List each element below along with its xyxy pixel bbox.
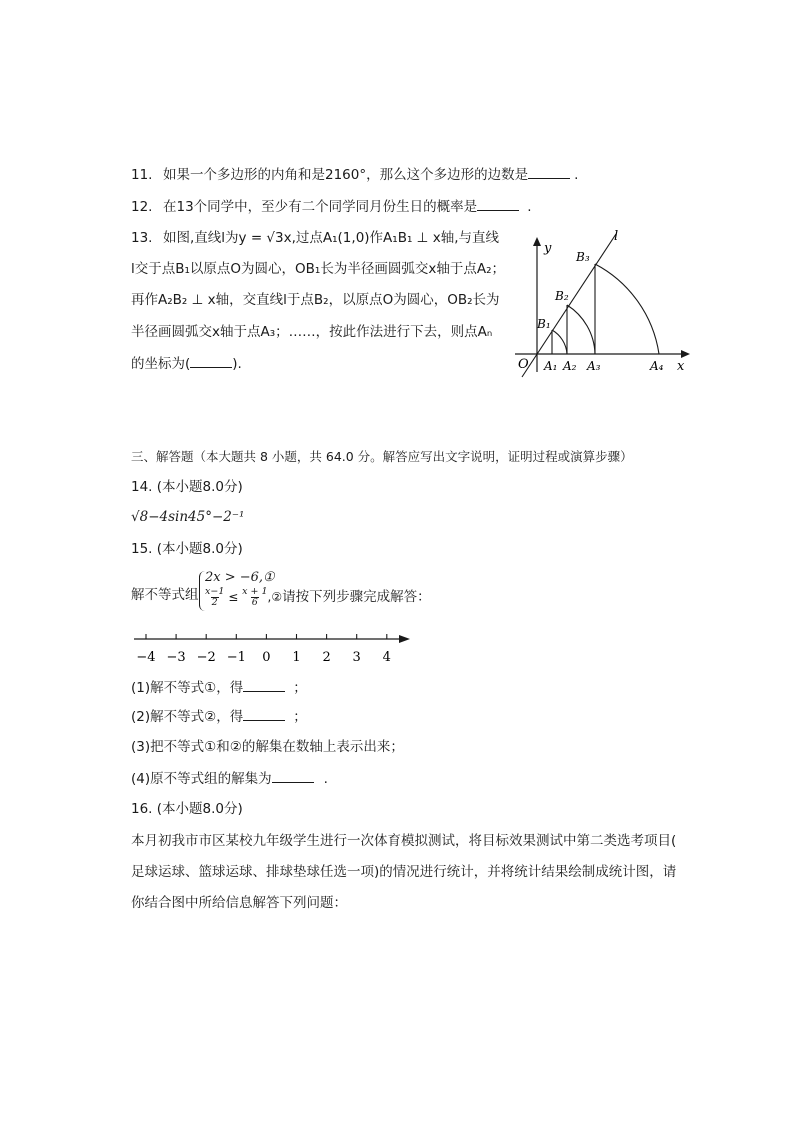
number-line-tick-label: 0 [262,650,271,665]
label-b1: B₁ [537,317,551,331]
step-text: . [323,771,328,787]
question-text: ). [232,356,242,372]
step-text: ； [293,709,307,725]
inequality-1 [205,568,275,588]
step-text: (3)把不等式①和②的解集在数轴上表示出来； [131,739,404,755]
arc-1 [552,330,567,354]
question-text: 解不等式组 [131,587,199,603]
inequality-2 [205,587,431,608]
number-line-tick-label: −4 [136,650,156,665]
question-15-title [131,539,243,559]
number-line-tick-label: −1 [226,650,246,665]
question-14-expression [131,507,244,527]
label-a2: A₂ [563,359,577,373]
answer-blank[interactable] [190,353,232,368]
question-text: 请按下列步骤完成解答： [282,589,431,605]
answer-blank[interactable] [243,677,285,692]
question-number: 13. [131,230,153,246]
label-a4: A₄ [650,359,664,373]
question-16-p2 [131,862,676,882]
arc-2 [567,305,595,354]
math-expression: √8−4sin45°−2⁻¹ [131,509,245,525]
step-text: ； [293,680,307,696]
question-text: 你结合图中所给信息解答下列问题： [131,895,347,911]
question-text: 再作A₂B₂ ⊥ x轴，交直线l于点B₂，以原点O为圆心，OB₂长为 [131,292,500,308]
q15-step-4 [131,768,328,789]
answer-blank[interactable] [528,164,570,179]
le-symbol: ≤ [228,590,239,604]
q15-step-3 [131,737,404,757]
period: . [527,199,532,215]
question-title: 16. (本小题8.0分) [131,801,243,817]
fraction-2 [242,587,267,608]
question-text: 的坐标为( [131,356,191,372]
answer-blank[interactable] [477,196,519,211]
question-13-line-5 [131,353,242,374]
fraction-numerator: x−1 [205,586,225,597]
answer-blank[interactable] [272,768,314,783]
question-15-prefix [131,585,199,605]
x-axis-arrow [681,350,690,358]
step-text: (2)解不等式②，得 [131,709,244,725]
question-11 [131,164,578,185]
question-13-line-4 [131,322,492,342]
q15-step-1 [131,677,307,698]
question-16-p1 [131,831,676,851]
question-number: 11. [131,167,153,183]
label-b2: B₂ [555,289,569,303]
period: . [574,167,579,183]
number-line-tick-label: 1 [292,650,301,665]
answer-blank[interactable] [243,706,285,721]
question-16-title [131,799,243,819]
question-13-line-1 [131,228,499,248]
fraction-numerator: x + 1 [242,586,268,597]
line-l [522,234,616,377]
question-text: 如图,直线l为y = √3x,过点A₁(1,0)作A₁B₁ ⊥ x轴,与直线 [163,230,499,246]
question-13-line-2 [131,259,505,279]
question-title: 14. (本小题8.0分) [131,479,243,495]
number-line [125,628,415,668]
label-origin: O [518,357,529,372]
y-axis-arrow [533,237,541,246]
section-heading-text: 三、解答题（本大题共 8 小题，共 64.0 分。解答应写出文字说明，证明过程或演算步骤） [131,449,633,464]
step-text: (1)解不等式①，得 [131,680,244,696]
question-13-line-3 [131,290,500,310]
label-a3: A₃ [587,359,601,373]
fraction-1 [205,587,224,608]
number-line-tick-label: 3 [352,650,361,665]
inequality-text: 2x > −6,① [205,570,275,585]
geometry-figure [510,225,700,380]
question-12 [131,196,531,217]
question-text: 在13个同学中，至少有二个同学同月份生日的概率是 [163,199,478,215]
label-y: y [544,241,552,256]
question-14-title [131,477,243,497]
label-l: l [614,229,619,244]
question-text: 半径画圆弧交x轴于点A₃；……，按此作法进行下去，则点Aₙ [131,324,493,340]
fraction-denominator: 2 [211,597,218,608]
inequality-tail: ,② [267,590,283,604]
number-line-arrow [399,635,410,643]
label-b3: B₃ [576,250,590,264]
question-16-p3 [131,893,347,913]
q15-step-2 [131,706,307,727]
question-text: 足球运球、篮球运球、排球垫球任选一项)的情况进行统计，并将统计结果绘制成统计图，请 [131,864,677,880]
question-text: 如果一个多边形的内角和是2160°，那么这个多边形的边数是 [163,167,529,183]
number-line-tick-label: −3 [166,650,186,665]
section-3-heading [131,447,633,467]
label-a1: A₁ [544,359,558,373]
question-text: 本月初我市市区某校九年级学生进行一次体育模拟测试，将目标效果测试中第二类选考项目( [131,833,677,849]
arc-3 [595,264,659,354]
question-number: 12. [131,199,153,215]
question-title: 15. (本小题8.0分) [131,541,243,557]
step-text: (4)原不等式组的解集为 [131,771,272,787]
number-line-tick-label: 2 [322,650,331,665]
question-text: l交于点B₁以原点O为圆心，OB₁长为半径画圆弧交x轴于点A₂； [131,261,505,277]
fraction-denominator: 6 [251,597,258,608]
number-line-tick-label: 4 [382,650,391,665]
label-x: x [677,359,685,374]
number-line-tick-label: −2 [196,650,216,665]
